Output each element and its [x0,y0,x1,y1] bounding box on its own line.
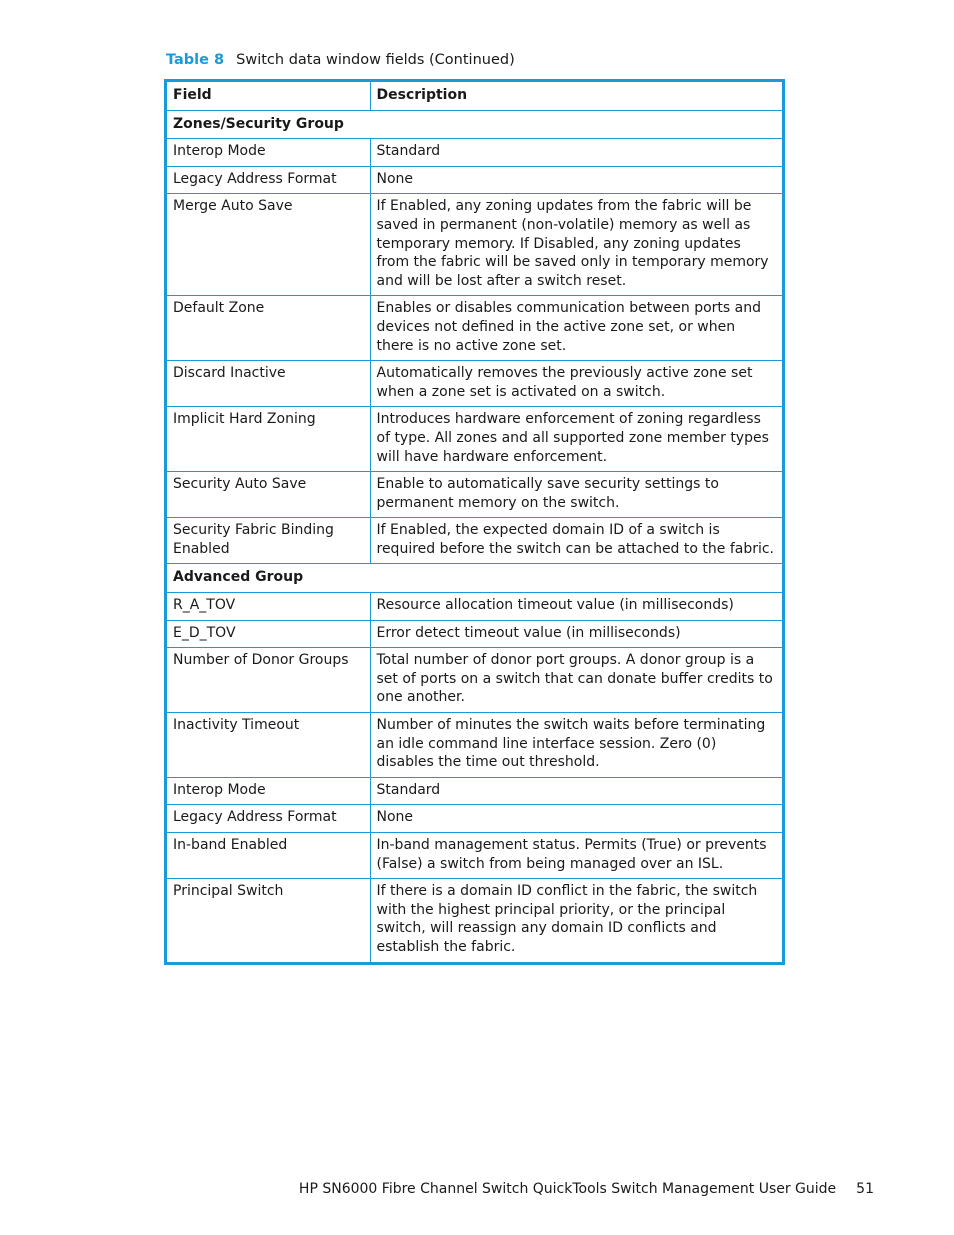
field-cell: Security Fabric Binding Enabled [167,518,370,564]
field-cell: Interop Mode [167,139,370,167]
switch-data-table-frame [164,79,785,965]
field-cell: E_D_TOV [167,620,370,648]
group-label: Advanced Group [167,564,782,593]
field-cell: Legacy Address Format [167,805,370,833]
description-cell: Automatically removes the previously active zone set when a zone set is activated on a switch. [370,361,782,407]
field-cell: Legacy Address Format [167,166,370,194]
description-cell: Number of minutes the switch waits before terminating an idle command line interface session. Zero (0) disables the time out threshold. [370,713,782,778]
description-cell: In-band management status. Permits (True) or prevents (False) a switch from being managed over an ISL. [370,833,782,879]
description-cell: None [370,805,782,833]
table-row [167,833,782,879]
description-cell: Resource allocation timeout value (in milliseconds) [370,593,782,621]
field-cell: Implicit Hard Zoning [167,407,370,472]
table-row [167,407,782,472]
field-cell: Default Zone [167,296,370,361]
table-caption [166,51,515,69]
table-row [167,593,782,621]
group-label: Zones/Security Group [167,110,782,139]
table-row [167,777,782,805]
field-cell: R_A_TOV [167,593,370,621]
description-cell: If Enabled, any zoning updates from the fabric will be saved in permanent (non-volatile) memory as well as temporary memory. If Disabled, any zoning updates from the fabric will be saved only in temporary memory and will be lost after a switch reset. [370,194,782,296]
field-cell: Interop Mode [167,777,370,805]
table-group-row [167,110,782,139]
header-description: Description [370,82,782,110]
table-row [167,713,782,778]
description-cell: Enable to automatically save security settings to permanent memory on the switch. [370,472,782,518]
table-row [167,472,782,518]
header-field: Field [167,82,370,110]
table-header-row [167,82,782,110]
table-row [167,879,782,962]
table-title: Switch data window fields (Continued) [236,52,515,68]
switch-data-table [167,82,782,962]
table-row [167,139,782,167]
field-cell: Discard Inactive [167,361,370,407]
field-cell: In-band Enabled [167,833,370,879]
description-cell: Enables or disables communication between ports and devices not defined in the active zone set, or when there is no active zone set. [370,296,782,361]
field-cell: Principal Switch [167,879,370,962]
table-number: Table 8 [166,52,225,68]
field-cell: Security Auto Save [167,472,370,518]
field-cell: Merge Auto Save [167,194,370,296]
description-cell: Standard [370,139,782,167]
table-group-row [167,564,782,593]
page-number: 51 [856,1181,874,1197]
page-footer [299,1180,874,1198]
description-cell: None [370,166,782,194]
field-cell: Number of Donor Groups [167,648,370,713]
description-cell: If there is a domain ID conflict in the fabric, the switch with the highest principal priority, or the principal switch, will reassign any domain ID conflicts and establish the fabric. [370,879,782,962]
description-cell: Total number of donor port groups. A donor group is a set of ports on a switch that can donate buffer credits to one another. [370,648,782,713]
table-row [167,620,782,648]
table-row [167,361,782,407]
description-cell: Standard [370,777,782,805]
description-cell: Introduces hardware enforcement of zoning regardless of type. All zones and all supported zone member types will have hardware enforcement. [370,407,782,472]
description-cell: Error detect timeout value (in milliseconds) [370,620,782,648]
footer-title: HP SN6000 Fibre Channel Switch QuickTools Switch Management User Guide [298,1181,837,1197]
table-row [167,518,782,564]
field-cell: Inactivity Timeout [167,713,370,778]
table-row [167,194,782,296]
table-row [167,805,782,833]
table-row [167,648,782,713]
table-row [167,296,782,361]
table-row [167,166,782,194]
description-cell: If Enabled, the expected domain ID of a switch is required before the switch can be attached to the fabric. [370,518,782,564]
